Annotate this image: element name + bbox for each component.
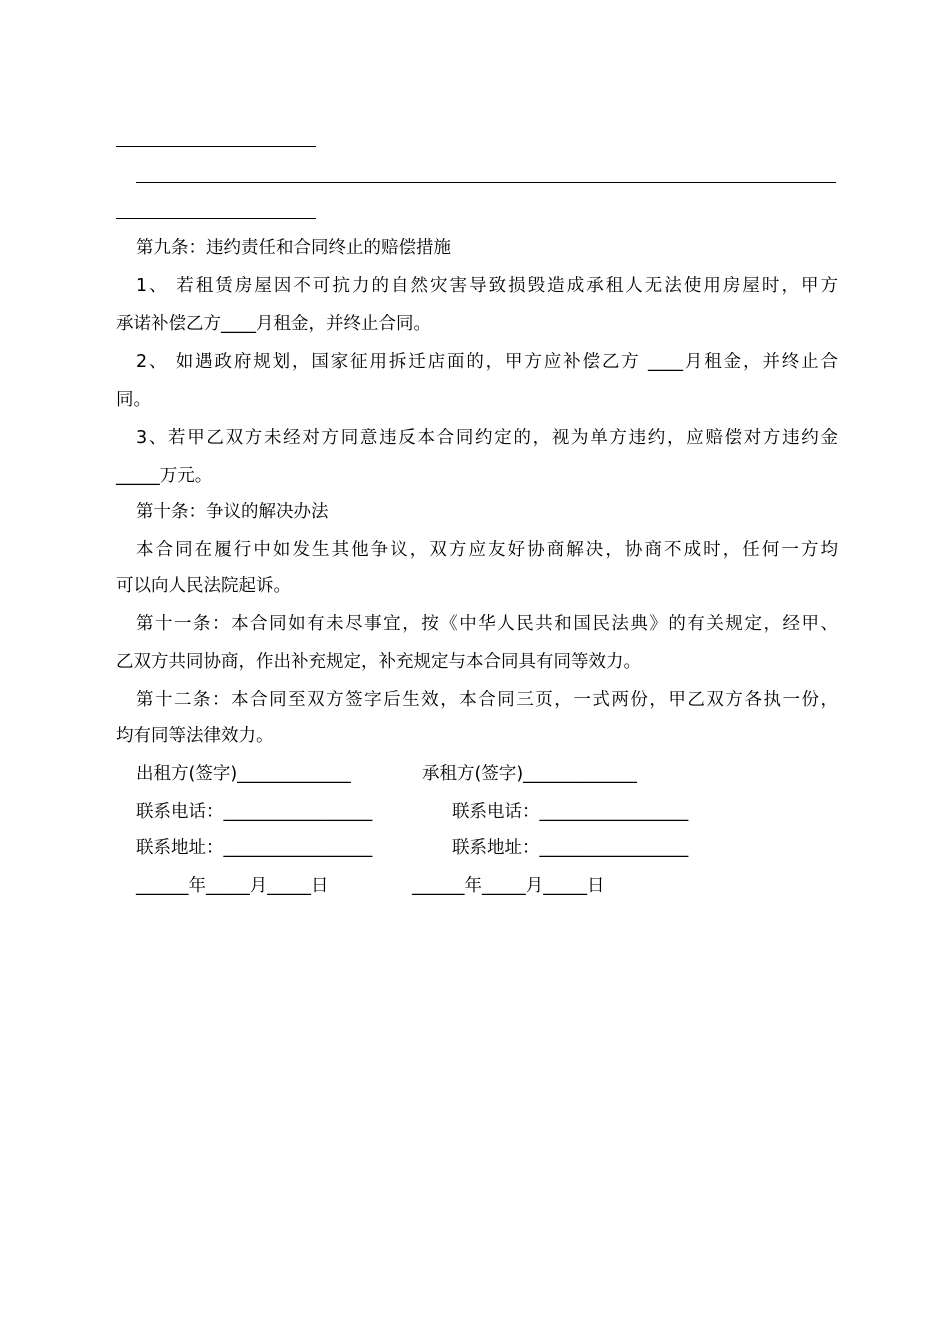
lessor-address-field: 联系地址：_________________ [136, 838, 373, 858]
lessee-date-field: ______年_____月_____日 [412, 876, 605, 896]
lessee-address-field: 联系地址：_________________ [452, 838, 689, 858]
article-9-clause-1-line-2: 承诺补偿乙方____月租金，并终止合同。 [116, 314, 431, 334]
lessor-phone-field: 联系电话：_________________ [136, 802, 373, 822]
article-9-heading: 第九条：违约责任和合同终止的赔偿措施 [136, 238, 451, 258]
article-10-line-1: 本合同在履行中如发生其他争议，双方应友好协商解决，协商不成时，任何一方均 [136, 540, 838, 560]
article-9-clause-3-line-1: 3、若甲乙双方未经对方同意违反本合同约定的，视为单方违约，应赔偿对方违约金 [136, 428, 838, 448]
lessee-signature-field: 承租方(签字)_____________ [422, 764, 637, 784]
article-10-heading: 第十条：争议的解决办法 [136, 502, 329, 522]
blank-line-3 [116, 218, 316, 219]
blank-line-1 [116, 146, 316, 147]
article-9-clause-1-line-1: 1、 若租赁房屋因不可抗力的自然灾害导致损毁造成承租人无法使用房屋时，甲方 [136, 276, 838, 296]
article-9-clause-3-line-2: _____万元。 [116, 466, 213, 486]
lessor-signature-field: 出租方(签字)_____________ [136, 764, 351, 784]
blank-line-2 [136, 182, 836, 183]
article-9-clause-2-line-2: 同。 [116, 390, 151, 410]
article-10-line-2: 可以向人民法院起诉。 [116, 576, 291, 596]
article-9-clause-2-line-1: 2、 如遇政府规划，国家征用拆迁店面的，甲方应补偿乙方 ____月租金，并终止合 [136, 352, 838, 372]
article-11-line-1: 第十一条：本合同如有未尽事宜，按《中华人民共和国民法典》的有关规定，经甲、 [136, 614, 838, 634]
lessee-phone-field: 联系电话：_________________ [452, 802, 689, 822]
article-12-line-2: 均有同等法律效力。 [116, 726, 274, 746]
article-12-line-1: 第十二条：本合同至双方签字后生效，本合同三页，一式两份，甲乙双方各执一份， [136, 690, 838, 710]
lessor-date-field: ______年_____月_____日 [136, 876, 329, 896]
article-11-line-2: 乙双方共同协商，作出补充规定，补充规定与本合同具有同等效力。 [116, 652, 641, 672]
